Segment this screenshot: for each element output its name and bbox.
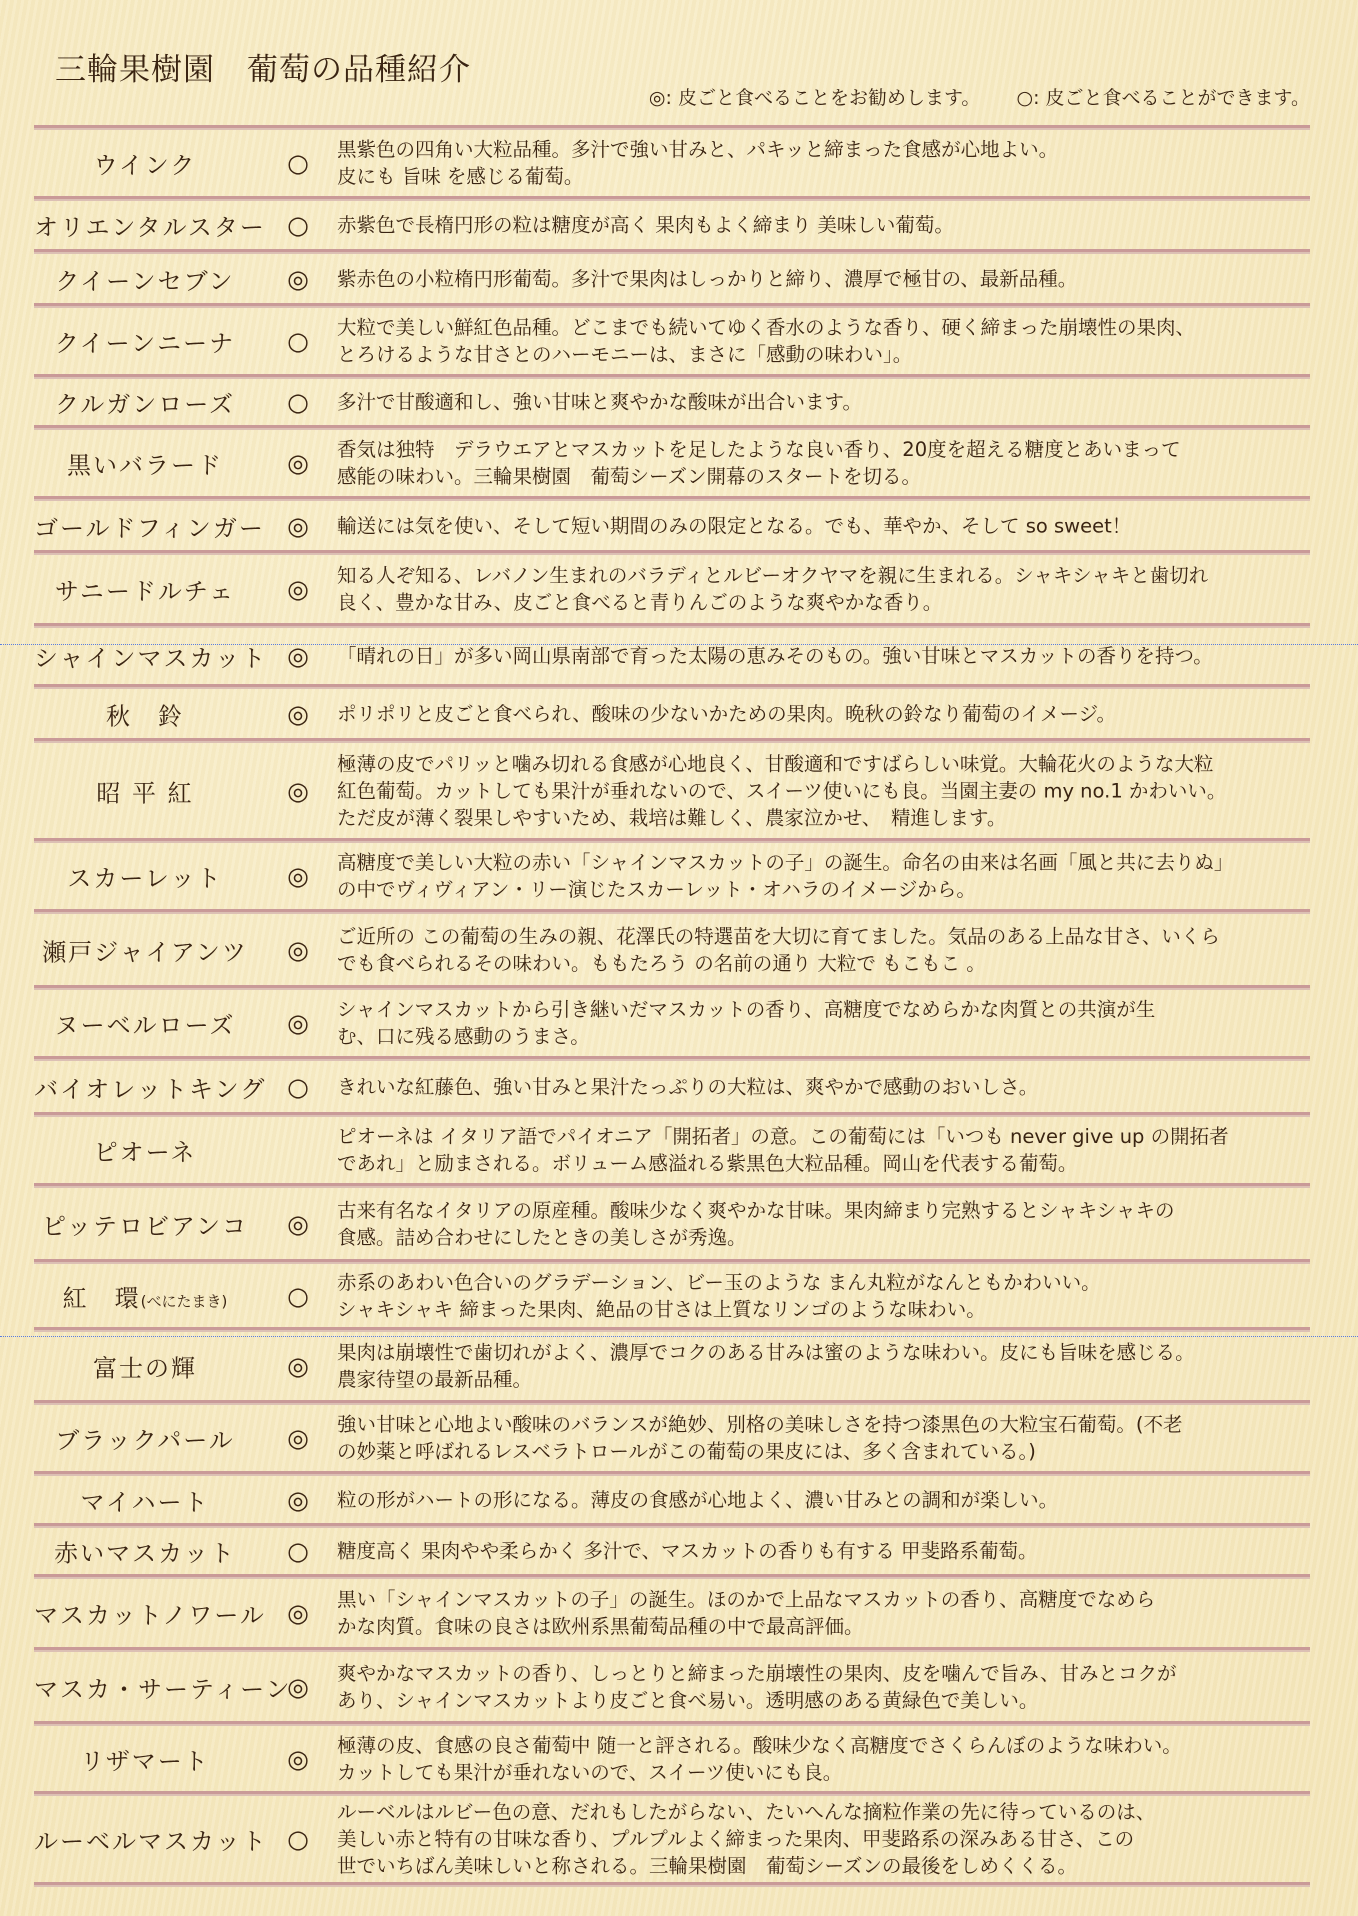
variety-description: 極薄の皮でパリッと噛み切れる食感が心地良く、甘酸適和ですばらしい味覚。大輪花火のような大粒 紅色葡萄。カットしても果汁が垂れないので、スイーツ使いにも良。当園主妻の my no.1 かわいい。 ただ皮が薄く裂果しやすいため、栽培は難しく、農家泣かせ、 精進します。: [337, 752, 1227, 829]
variety-description: 輸送には気を使い、そして短い期間のみの限定となる。でも、華やか、そして so sweet！: [337, 514, 1132, 537]
variety-description: 強い甘味と心地よい酸味のバランスが絶妙、別格の美味しさを持つ漆黒色の大粒宝石葡萄。(不老 の妙薬と呼ばれるレスベラトロールがこの葡萄の果皮には、多く含まれている。): [337, 1413, 1183, 1463]
variety-name: [34, 385, 256, 420]
variety-description: 多汁で甘酸適和し、強い甘味と爽やかな酸味が出合います。: [337, 390, 862, 414]
skin-edible-mark: ◎: [287, 935, 309, 964]
skin-edible-mark: ○: [287, 326, 309, 356]
table-row: [34, 430, 1310, 496]
table-row: [34, 914, 1310, 985]
variety-name: [34, 324, 256, 359]
skin-edible-mark: ◎: [287, 776, 309, 805]
variety-name: [34, 261, 256, 296]
table-row: [34, 1188, 1310, 1259]
variety-description: ご近所の この葡萄の生みの親、花澤氏の特選苗を大切に育てました。気品のある上品な甘さ、いくら でも食べられるその味わい。ももたろう の名前の通り 大粒で もこもこ 。: [337, 924, 1220, 975]
table-row: [34, 1264, 1310, 1327]
table-row: [34, 1796, 1310, 1882]
page-title: 三輪果樹園 葡萄の品種紹介: [55, 52, 471, 88]
row-separator: [34, 1882, 1310, 1887]
table-row: [34, 689, 1310, 738]
variety-name: [34, 446, 256, 481]
table-row: [34, 1117, 1310, 1183]
skin-edible-mark: ○: [287, 1072, 309, 1101]
variety-name: [34, 1278, 256, 1313]
variety-name-text: ルーベルマスカット: [34, 1827, 268, 1856]
variety-name: [34, 1822, 268, 1857]
variety-description: 糖度高く 果肉やや柔らかく 多汁で、マスカットの香りも有する 甲斐路系葡萄。: [337, 1539, 1038, 1563]
variety-description: ルーベルはルビー色の意、だれもしたがらない、たいへんな摘粒作業の先に待っているのは、 美しい赤と特有の甘味な香り、プルプルよく締まった果肉、甲斐路系の深みある甘さ、この 世でいちばん美味しいと称される。三輪果樹園 葡萄シーズンの最後をしめくくる。: [337, 1800, 1156, 1878]
variety-name: [34, 146, 256, 181]
skin-edible-mark: ○: [287, 210, 309, 240]
variety-name: [34, 1534, 256, 1569]
variety-name: [34, 1006, 256, 1041]
variety-name-text: サニードルチェ: [54, 577, 236, 606]
skin-edible-mark: ◎: [287, 264, 309, 293]
table-row: [34, 254, 1310, 303]
variety-name-text: ピッテロビアンコ: [41, 1212, 249, 1240]
variety-name: [34, 859, 256, 894]
variety-name: [34, 932, 256, 967]
skin-edible-mark: ◎: [287, 448, 309, 478]
skin-edible-mark: ◎: [287, 1008, 309, 1038]
variety-name: [34, 208, 266, 243]
variety-name-text: オリエンタルスター: [34, 213, 266, 242]
variety-name-text: ウインク: [93, 151, 197, 180]
skin-edible-mark: ◎: [287, 1598, 309, 1628]
variety-description: 香気は独特 デラウエアとマスカットを足したような良い香り、20度を超える糖度とあいまって 感能の味わい。三輪果樹園 葡萄シーズン開幕のスタートを切る。: [337, 438, 1181, 488]
variety-name-text: マスカ・サーティーン: [34, 1675, 292, 1703]
variety-name-text: ヌーベルローズ: [54, 1011, 236, 1040]
legend: [619, 83, 1310, 110]
variety-name: [34, 572, 256, 607]
table-row: [34, 990, 1310, 1056]
variety-name-text: 昭 平 紅: [96, 779, 194, 807]
skin-edible-mark: ◎: [287, 1423, 309, 1453]
table-row: [34, 628, 1310, 684]
table-row: [34, 1405, 1310, 1471]
table-row: [34, 1652, 1310, 1721]
variety-description: 高糖度で美しい大粒の赤い「シャインマスカットの子」の誕生。命名の由来は名画「風と共に去りぬ」 の中でヴィヴィアン・リー演じたスカーレット・オハラのイメージから。: [337, 851, 1234, 901]
variety-description: 赤紫色で長楕円形の粒は糖度が高く 果肉もよく締まり 美味しい葡萄。: [337, 213, 954, 237]
variety-description: きれいな紅藤色、強い甘みと果汁たっぷりの大粒は、爽やかで感動のおいしさ。: [337, 1075, 1039, 1098]
skin-edible-mark: ○: [287, 1824, 309, 1854]
table-row: [34, 1476, 1310, 1523]
variety-name-text: バイオレットキング: [34, 1075, 267, 1103]
variety-name-text: 紅 環: [62, 1284, 141, 1312]
table-row: [34, 1061, 1310, 1112]
variety-name-text: マイハート: [80, 1488, 210, 1516]
skin-edible-mark: ◎: [287, 1209, 309, 1238]
skin-edible-mark: ◎: [287, 511, 309, 540]
legend-double-circle: ◎: 皮ごと食べることをお勧めします。: [648, 87, 981, 109]
variety-name-text: 黒いバラード: [67, 451, 223, 480]
skin-edible-mark: ○: [287, 148, 309, 178]
skin-edible-mark: ○: [287, 387, 309, 417]
variety-name-text: クイーンニーナ: [54, 329, 236, 358]
legend-single-circle: ○: 皮ごと食べることができます。: [1016, 87, 1310, 109]
variety-name: [34, 508, 265, 543]
table-row: [34, 1332, 1310, 1400]
variety-name-text: クイーンセブン: [55, 267, 235, 295]
variety-name-text: シャインマスカット: [34, 644, 268, 673]
table-row: [34, 501, 1310, 550]
variety-name-text: ピオーネ: [93, 1138, 197, 1167]
table-row: [34, 130, 1310, 196]
table-row: [34, 1528, 1310, 1574]
variety-name-text: 瀬戸ジャイアンツ: [42, 938, 248, 966]
variety-description: ポリポリと皮ごと食べられ、酸味の少ないかための果肉。晩秋の鈴なり葡萄のイメージ。: [337, 702, 1117, 725]
table-row: [34, 843, 1310, 909]
variety-name-text: 富士の輝: [93, 1354, 197, 1383]
skin-edible-mark: ◎: [287, 641, 309, 671]
variety-description: 果肉は崩壊性で歯切れがよく、濃厚でコクのある甘みは蜜のような味わい。皮にも旨味を感じる。 農家待望の最新品種。: [337, 1341, 1195, 1391]
variety-description: 紫赤色の小粒楕円形葡萄。多汁で果肉はしっかりと締り、濃厚で極甘の、最新品種。: [337, 267, 1078, 290]
skin-edible-mark: ◎: [287, 1744, 309, 1773]
table-row: [34, 743, 1310, 838]
table-row: [34, 201, 1310, 249]
variety-name: [34, 1669, 292, 1704]
skin-edible-mark: ○: [287, 1536, 309, 1566]
variety-name-text: 赤いマスカット: [54, 1539, 236, 1568]
variety-name: [34, 1206, 256, 1241]
table-row: [34, 379, 1310, 425]
skin-edible-mark: ◎: [287, 861, 309, 891]
variety-name-text: ゴールドフィンガー: [34, 514, 265, 542]
skin-edible-mark: ○: [287, 1281, 309, 1310]
skin-edible-mark: ◎: [287, 1485, 309, 1514]
variety-description: 赤系のあわい色合いのグラデーション、ビー玉のような まん丸粒がなんともかわいい。 シャキシャキ 締まった果肉、絶品の甘さは上質なリンゴのような味わい。: [337, 1270, 1101, 1321]
variety-name-text: スカーレット: [67, 864, 223, 893]
variety-name: [34, 1741, 256, 1776]
variety-name-text: リザマート: [80, 1747, 210, 1775]
variety-name-text: ブラックパール: [55, 1426, 235, 1455]
variety-description: 古来有名なイタリアの原産種。酸味少なく爽やかな甘味。果肉締まり完熟するとシャキシャキの 食感。詰め合わせにしたときの美しさが秀逸。: [337, 1198, 1175, 1249]
variety-name: [34, 1482, 256, 1517]
variety-name: [34, 1133, 256, 1168]
variety-description: ピオーネは イタリア語でパイオニア「開拓者」の意。この葡萄には「いつも never give up の開拓者 であれ」と励まされる。ボリューム感溢れる紫黒色大粒品種。岡山を代表する葡萄。: [337, 1125, 1229, 1175]
table-row: [34, 555, 1310, 623]
skin-edible-mark: ◎: [287, 1351, 309, 1381]
skin-edible-mark: ◎: [287, 574, 309, 604]
variety-name-text: マスカットノワール: [34, 1601, 266, 1630]
variety-name: [34, 1349, 256, 1384]
table-row: [34, 308, 1310, 374]
variety-name: [34, 1596, 266, 1631]
variety-description: 黒紫色の四角い大粒品種。多汁で強い甘みと、パキッと締まった食感が心地よい。 皮にも 旨味 を感じる葡萄。: [337, 138, 1059, 188]
variety-name: [34, 696, 256, 731]
variety-name-text: 秋 鈴: [106, 702, 184, 730]
variety-name: [34, 1421, 256, 1456]
table-row: [34, 1726, 1310, 1791]
variety-description: 「晴れの日」が多い岡山県南部で育った太陽の恵みそのもの。強い甘味とマスカットの香りを持つ。: [337, 644, 1213, 668]
variety-name: [34, 1069, 267, 1104]
skin-edible-mark: ◎: [287, 699, 309, 728]
skin-edible-mark: ◎: [287, 1672, 309, 1701]
variety-description: シャインマスカットから引き継いだマスカットの香り、高糖度でなめらかな肉質との共演が生 む、口に残る感動のうまさ。: [337, 998, 1156, 1048]
variety-name-reading: (べにたまき): [140, 1292, 228, 1310]
variety-name-text: クルガンローズ: [54, 390, 236, 419]
page-break-guide: [0, 1336, 1358, 1337]
table-row: [34, 1579, 1310, 1647]
variety-description: 爽やかなマスカットの香り、しっとりと締まった崩壊性の果肉、皮を噛んで旨み、甘みとコクが あり、シャインマスカットより皮ごと食べ易い。透明感のある黄緑色で美しい。: [337, 1661, 1177, 1712]
variety-description: 粒の形がハートの形になる。薄皮の食感が心地よく、濃い甘みとの調和が楽しい。: [337, 1488, 1059, 1511]
variety-description: 黒い「シャインマスカットの子」の誕生。ほのかで上品なマスカットの香り、高糖度でなめら かな肉質。食味の良さは欧州系黒葡萄品種の中で最高評価。: [337, 1588, 1156, 1638]
variety-description: 知る人ぞ知る、レバノン生まれのバラディとルビーオクヤマを親に生まれる。シャキシャキと歯切れ 良く、豊かな甘み、皮ごと食べると青りんごのような爽やかな香り。: [337, 564, 1209, 614]
page-break-guide: [0, 644, 1358, 645]
variety-name: [34, 773, 256, 808]
variety-description: 極薄の皮、食感の良さ葡萄中 随一と評される。酸味少なく高糖度でさくらんぼのような味わい。 カットしても果汁が垂れないので、スイーツ使いにも良。: [337, 1733, 1182, 1784]
variety-description: 大粒で美しい鮮紅色品種。どこまでも続いてゆく香水のような香り、硬く締まった崩壊性の果肉、 とろけるような甘さとのハーモニーは、まさに「感動の味わい」。: [337, 316, 1196, 366]
